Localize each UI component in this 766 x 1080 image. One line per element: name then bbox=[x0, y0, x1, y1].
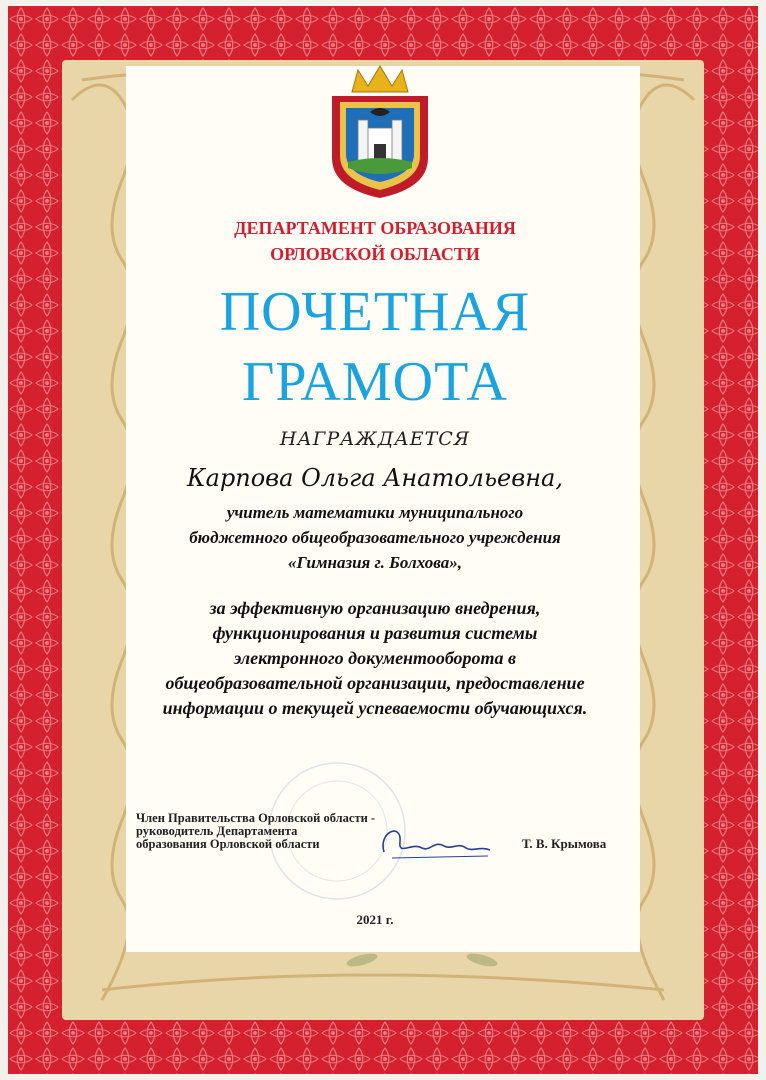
reason-line: информации о текущей успеваемости обучающихся. bbox=[162, 698, 588, 718]
department-heading bbox=[118, 215, 632, 267]
recipient-position bbox=[118, 500, 632, 575]
department-line-2: ОРЛОВСКОЙ ОБЛАСТИ bbox=[270, 244, 480, 264]
position-line: учитель математики муниципального bbox=[226, 503, 524, 522]
title-line-1: ПОЧЕТНАЯ bbox=[219, 281, 531, 343]
title-line-2: ГРАМОТА bbox=[242, 351, 508, 413]
reason-line: функционирования и развития системы bbox=[212, 623, 538, 643]
reason-line: электронного документооборота в bbox=[233, 648, 517, 668]
signer-title-line: Член Правительства Орловской области - bbox=[136, 811, 376, 825]
award-reason bbox=[112, 596, 638, 721]
signer-title-line: образования Орловской области bbox=[136, 837, 320, 851]
recipient-name: Карпова Ольга Анатольевна, bbox=[187, 464, 563, 492]
signer-title-line: руководитель Департамента bbox=[136, 824, 298, 838]
reason-line: за эффективную организацию внедрения, bbox=[209, 598, 541, 618]
reason-line: общеобразовательной организации, предоставление bbox=[165, 673, 585, 693]
signer-title bbox=[136, 812, 375, 851]
handwritten-signature bbox=[372, 812, 502, 872]
position-line: бюджетного общеобразовательного учреждения bbox=[189, 528, 561, 547]
signer-name: Т. В. Крымова bbox=[522, 836, 607, 851]
position-line: «Гимназия г. Болхова», bbox=[287, 553, 463, 572]
issue-year: 2021 г. bbox=[356, 912, 394, 927]
awarded-label: НАГРАЖДАЕТСЯ bbox=[279, 428, 471, 450]
oryol-region-coat-of-arms-icon bbox=[318, 62, 442, 202]
department-line-1: ДЕПАРТАМЕНТ ОБРАЗОВАНИЯ bbox=[234, 218, 516, 238]
